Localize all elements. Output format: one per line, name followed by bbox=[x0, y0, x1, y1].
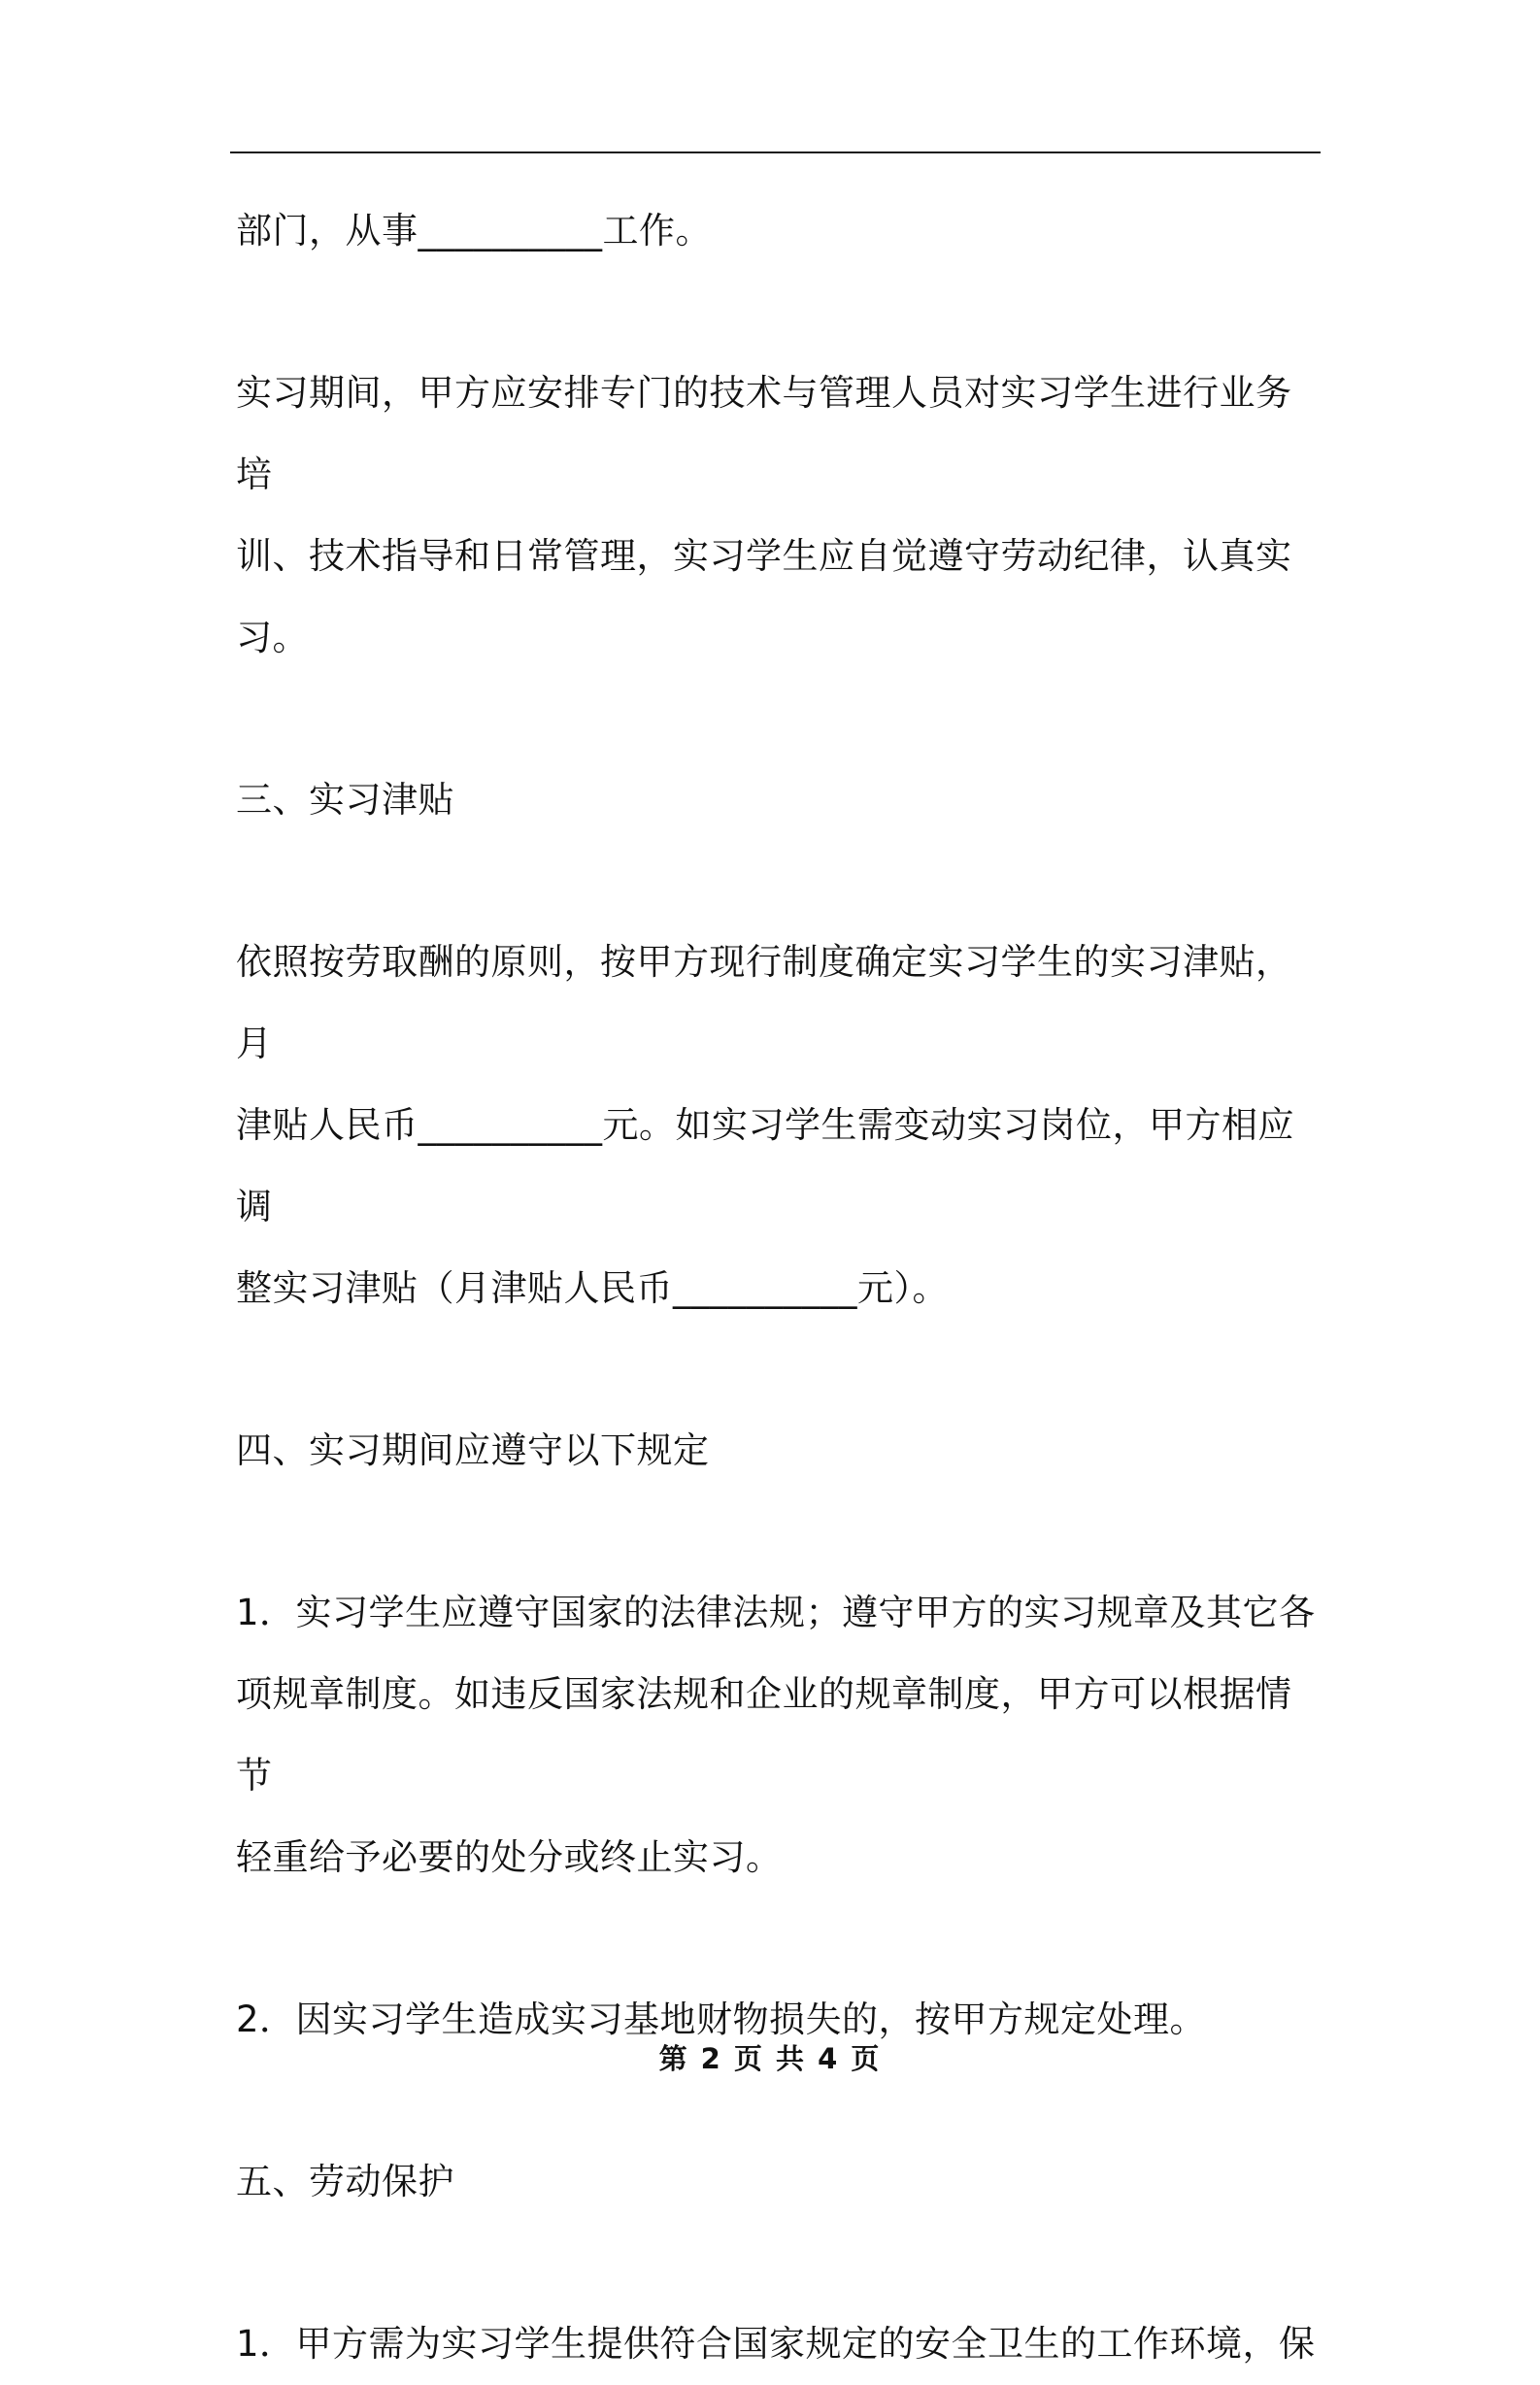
section-heading: 五、劳动保护 bbox=[236, 2161, 454, 2202]
section-heading: 四、实习期间应遵守以下规定 bbox=[236, 1429, 710, 1471]
paragraph-line: 实习期间，甲方应安排专门的技术与管理人员对实习学生进行业务培 bbox=[236, 372, 1292, 495]
section-heading: 三、实习津贴 bbox=[236, 779, 454, 821]
header-rule bbox=[230, 151, 1321, 153]
paragraph-line: 轻重给予必要的处分或终止实习。 bbox=[236, 1836, 783, 1878]
paragraph-line: 1．甲方需为实习学生提供符合国家规定的安全卫生的工作环境，保 bbox=[236, 2323, 1316, 2365]
paragraph-line: 1．实习学生应遵守国家的法律法规；遵守甲方的实习规章及其它各 bbox=[236, 1592, 1316, 1633]
paragraph-line: 训、技术指导和日常管理，实习学生应自觉遵守劳动纪律，认真实习。 bbox=[236, 535, 1292, 658]
paragraph-line: 2．因实习学生造成实习基地财物损失的，按甲方规定处理。 bbox=[236, 1999, 1207, 2040]
paragraph-line: 津贴人民币__________元。如实习学生需变动实习岗位，甲方相应调 bbox=[236, 1104, 1294, 1227]
paragraph-line: 部门，从事__________工作。 bbox=[236, 210, 712, 252]
page-footer: 第 2 页 共 4 页 bbox=[658, 2042, 882, 2075]
paragraph-line: 项规章制度。如违反国家法规和企业的规章制度，甲方可以根据情节 bbox=[236, 1673, 1292, 1797]
paragraph-line: 依照按劳取酬的原则，按甲方现行制度确定实习学生的实习津贴，月 bbox=[236, 941, 1292, 1064]
paragraph-line: 整实习津贴（月津贴人民币__________元）。 bbox=[236, 1267, 949, 1309]
